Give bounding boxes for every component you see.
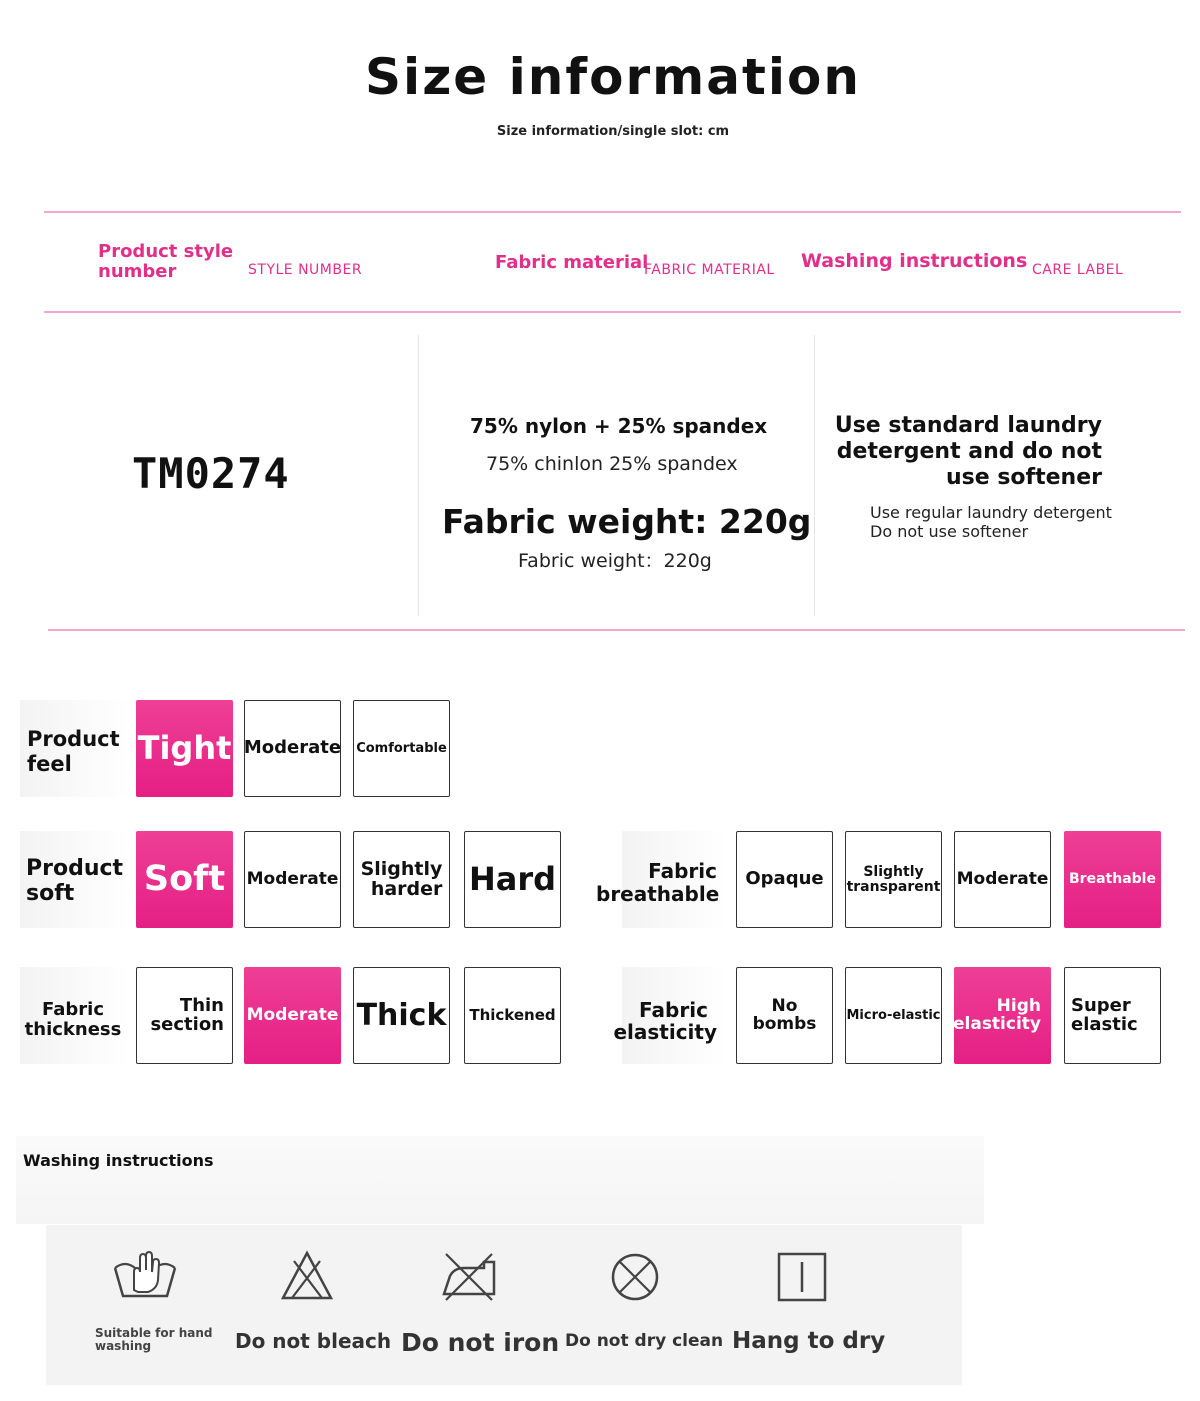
- option-label-line: harder: [370, 877, 443, 900]
- breathable-option-opaque[interactable]: [736, 831, 833, 928]
- option-label-line: High: [996, 995, 1041, 1016]
- hang-dry-icon: [775, 1250, 829, 1304]
- elasticity-label-line: elasticity: [613, 1020, 717, 1044]
- care-line: Do not use softener: [870, 522, 1029, 541]
- hang-dry-label: Hang to dry: [732, 1328, 886, 1354]
- washing-instructions-header: Washing instructions: [801, 250, 1028, 272]
- no-iron-label: Do not iron: [401, 1328, 560, 1357]
- elasticity-label: [600, 999, 717, 1043]
- column-divider: [418, 335, 419, 616]
- soft-option-moderate[interactable]: [244, 831, 341, 928]
- breathable-label-line: breathable: [596, 882, 720, 906]
- option-label: [360, 857, 443, 900]
- option-label: Micro-elastic: [846, 1007, 941, 1023]
- no-dry-clean-icon: [608, 1250, 662, 1304]
- feel-option-moderate[interactable]: [244, 700, 341, 797]
- option-label: Breathable: [1069, 871, 1156, 888]
- material-value-plain: 75% chinlon 25% spandex: [486, 453, 738, 475]
- feel-label: [27, 727, 120, 777]
- care-line: use softener: [946, 465, 1102, 490]
- option-label: [952, 995, 1041, 1034]
- hand-wash-label: [95, 1327, 213, 1353]
- thickness-option-thin-section[interactable]: [136, 967, 233, 1064]
- option-label: Moderate: [246, 868, 339, 889]
- no-dry-clean-label: Do not dry clean: [565, 1331, 724, 1351]
- hand-wash-icon: [110, 1246, 180, 1306]
- elasticity-option-micro-elastic[interactable]: [845, 967, 942, 1064]
- wash-label-line: washing: [95, 1339, 152, 1353]
- no-iron-icon: [438, 1248, 500, 1304]
- feel-option-tight[interactable]: [136, 700, 233, 797]
- table-bottom-rule: [48, 629, 1185, 631]
- soft-label: [26, 856, 123, 906]
- option-label-line: Super: [1071, 994, 1131, 1016]
- breathable-option-slightly-transparent[interactable]: [845, 831, 942, 928]
- care-instructions: [828, 413, 1102, 491]
- elasticity-label-line: Fabric: [639, 998, 708, 1022]
- thickness-label-line: Fabric: [42, 999, 104, 1020]
- table-top-rule: [44, 211, 1181, 213]
- soft-option-slightly-harder[interactable]: [353, 831, 450, 928]
- breathable-option-moderate[interactable]: [954, 831, 1051, 928]
- breathable-label-line: Fabric: [648, 859, 717, 883]
- option-label: [1071, 994, 1138, 1035]
- style-number-value: TM0274: [132, 449, 290, 498]
- no-bleach-icon: [280, 1249, 334, 1303]
- option-label-line: transparent: [846, 878, 941, 895]
- weight-value: Fabric weight: 220g: [442, 502, 812, 541]
- thickness-label: [20, 1000, 126, 1040]
- washing-heading: Washing instructions: [23, 1151, 214, 1170]
- thickness-option-thick[interactable]: [353, 967, 450, 1064]
- material-value: 75% nylon + 25% spandex: [470, 414, 768, 438]
- option-label: Opaque: [745, 868, 824, 890]
- option-label: [752, 995, 817, 1034]
- option-label: Moderate: [956, 868, 1049, 889]
- column-divider: [814, 335, 815, 616]
- option-label-line: bombs: [752, 1013, 817, 1034]
- option-label: [847, 865, 941, 894]
- option-label-line: No: [771, 995, 798, 1016]
- weight-value-plain: Fabric weight：220g: [518, 550, 712, 572]
- soft-label-line: Product: [26, 856, 124, 881]
- feel-label-line: feel: [27, 752, 72, 776]
- style-number-header: Product style number: [98, 241, 234, 282]
- wash-label-line: Suitable for hand: [95, 1326, 213, 1340]
- option-label: Comfortable: [356, 740, 447, 756]
- option-label: Thickened: [469, 1005, 556, 1024]
- breathable-option-breathable[interactable]: [1064, 831, 1161, 928]
- elasticity-option-no-bombs[interactable]: [736, 967, 833, 1064]
- no-bleach-label: Do not bleach: [235, 1329, 392, 1353]
- table-header-rule: [44, 311, 1181, 313]
- elasticity-option-super-elastic[interactable]: [1064, 967, 1161, 1064]
- option-label: [150, 994, 224, 1035]
- option-label: Soft: [143, 859, 226, 900]
- soft-label-line: soft: [26, 881, 75, 906]
- page-subtitle: Size information/single slot: cm: [496, 124, 730, 139]
- washing-panel: [46, 1225, 962, 1385]
- feel-option-comfortable[interactable]: [353, 700, 450, 797]
- option-label-line: elastic: [1071, 1013, 1138, 1035]
- option-label-line: Thin: [179, 994, 224, 1016]
- option-label: Thick: [356, 997, 447, 1033]
- option-label: Tight: [137, 728, 232, 767]
- option-label-line: elasticity: [952, 1013, 1041, 1034]
- care-line: detergent and do not: [836, 439, 1102, 464]
- option-label-line: Slightly: [360, 857, 443, 880]
- soft-option-hard[interactable]: [464, 831, 561, 928]
- care-line: Use regular laundry detergent: [870, 503, 1112, 522]
- care-instructions-plain: [870, 503, 1112, 541]
- option-label-line: section: [150, 1013, 224, 1035]
- washing-band: [16, 1136, 984, 1224]
- fabric-material-header-en: FABRIC MATERIAL: [644, 262, 775, 278]
- option-label: Moderate: [243, 737, 342, 759]
- thickness-option-moderate[interactable]: [244, 967, 341, 1064]
- fabric-material-header: Fabric material: [495, 252, 649, 273]
- option-label: Moderate: [246, 1004, 339, 1025]
- care-label-header-en: CARE LABEL: [1032, 262, 1124, 278]
- option-label: Hard: [468, 859, 557, 898]
- care-line: Use standard laundry: [834, 413, 1102, 438]
- style-number-header-en: STYLE NUMBER: [248, 262, 363, 278]
- elasticity-option-high-elasticity[interactable]: [954, 967, 1051, 1064]
- page-title: Size information: [365, 48, 861, 106]
- soft-option-soft[interactable]: [136, 831, 233, 928]
- thickness-label-line: thickness: [24, 1019, 122, 1040]
- feel-label-line: Product: [27, 727, 120, 751]
- option-label-line: Slightly: [863, 863, 924, 880]
- thickness-option-thickened[interactable]: [464, 967, 561, 1064]
- breathable-label: [596, 859, 720, 906]
